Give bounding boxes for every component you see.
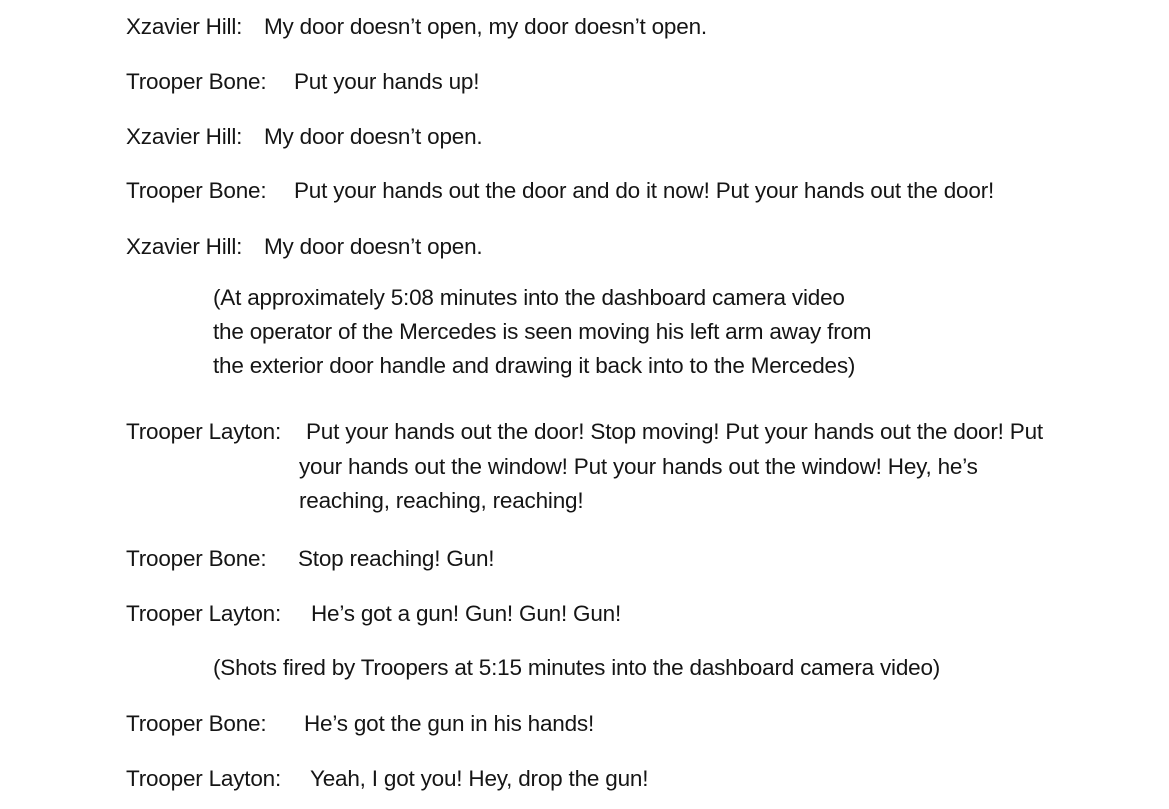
speech-text: Put your hands out the door and do it now! Put your hands out the door! (294, 178, 995, 203)
speech-continuation (299, 450, 978, 518)
transcript-line (126, 229, 482, 265)
speaker-label: Trooper Bone: (126, 178, 267, 203)
speaker-label: Trooper Bone: (126, 711, 267, 736)
speaker-label: Trooper Layton: (126, 766, 282, 791)
speech-text: He’s got a gun! Gun! Gun! Gun! (311, 601, 622, 626)
transcript-line (126, 414, 1043, 450)
transcript-line (126, 596, 621, 632)
note-line: the operator of the Mercedes is seen moving his left arm away from (213, 319, 872, 344)
speaker-label: Trooper Layton: (126, 601, 282, 626)
speaker-label: Trooper Layton: (126, 419, 282, 444)
speaker-label: Xzavier Hill: (126, 14, 243, 39)
speech-text: Put your hands up! (294, 69, 480, 94)
transcript-line (126, 706, 594, 742)
transcript-line (126, 541, 494, 577)
speech-text: My door doesn’t open, my door doesn’t open. (264, 14, 707, 39)
video-note (213, 651, 940, 685)
speaker-label: Trooper Bone: (126, 69, 267, 94)
note-line: (At approximately 5:08 minutes into the dashboard camera video (213, 285, 845, 310)
speech-text: My door doesn’t open. (264, 124, 483, 149)
speech-text: Yeah, I got you! Hey, drop the gun! (310, 766, 649, 791)
transcript-line (126, 64, 479, 100)
video-note (213, 281, 871, 383)
speaker-label: Xzavier Hill: (126, 234, 243, 259)
speech-text: your hands out the window! Put your hands out the window! Hey, he’s (299, 454, 978, 479)
speech-text: Stop reaching! Gun! (298, 546, 495, 571)
transcript-line (126, 761, 648, 797)
speech-text: My door doesn’t open. (264, 234, 483, 259)
speaker-label: Xzavier Hill: (126, 124, 243, 149)
transcript-line (126, 173, 994, 209)
speech-text: Put your hands out the door! Stop moving! Put your hands out the door! Put (306, 419, 1043, 444)
speech-text: reaching, reaching, reaching! (299, 488, 584, 513)
speaker-label: Trooper Bone: (126, 546, 267, 571)
note-line: the exterior door handle and drawing it back into to the Mercedes) (213, 353, 856, 378)
transcript-line (126, 119, 482, 155)
note-line: (Shots fired by Troopers at 5:15 minutes into the dashboard camera video) (213, 655, 941, 680)
transcript-line (126, 9, 707, 45)
speech-text: He’s got the gun in his hands! (304, 711, 595, 736)
